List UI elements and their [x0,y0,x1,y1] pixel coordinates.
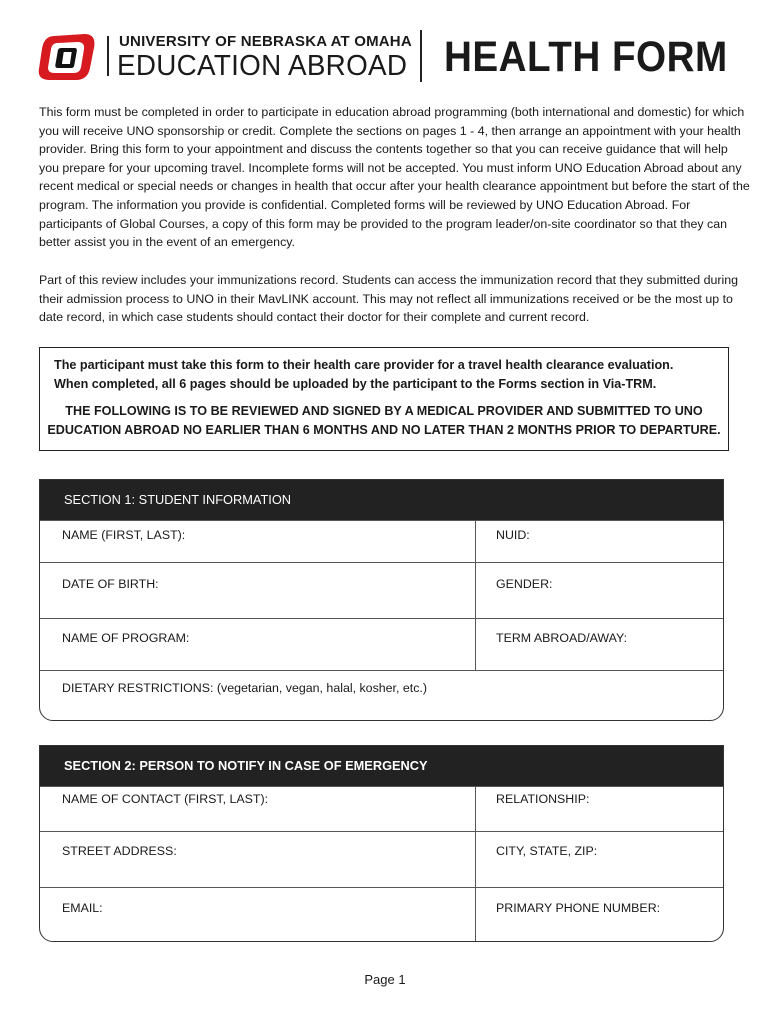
immunization-paragraph: Part of this review includes your immunizations record. Students can access the immunization record that they submitted during their admission process to UNO in their MavLINK account. This may not reflect all immunizations received or be the most up to date record, in which case students should contact their doctor for their complete and current record. [39,273,739,325]
dietary-restrictions-field[interactable]: DIETARY RESTRICTIONS: (vegetarian, vegan, halal, kosher, etc.) [62,681,427,695]
term-abroad-field[interactable]: TERM ABROAD/AWAY: [496,631,628,645]
phone-number-field[interactable]: PRIMARY PHONE NUMBER: [496,901,661,915]
nuid-field[interactable]: NUID: [496,528,530,542]
section-2-title: SECTION 2: PERSON TO NOTIFY IN CASE OF EMERGENCY [40,746,723,786]
contact-name-field[interactable]: NAME OF CONTACT (FIRST, LAST): [40,787,476,831]
form-row [40,520,723,562]
program-name-field[interactable]: NAME OF PROGRAM: [40,619,476,670]
notice-caps-2: EDUCATION ABROAD NO EARLIER THAN 6 MONTHS AND NO LATER THAN 2 MONTHS PRIOR TO DEPARTURE. [47,423,721,437]
form-row [40,786,723,831]
notice-caps-1: THE FOLLOWING IS TO BE REVIEWED AND SIGNED BY A MEDICAL PROVIDER AND SUBMITTED TO UNO [65,404,703,418]
notice-box [39,347,729,451]
uno-logo-icon [38,30,96,84]
street-address-field[interactable]: STREET ADDRESS: [40,832,476,887]
notice-line-2: When completed, all 6 pages should be uploaded by the participant to the Forms section in Via-TRM. [54,377,657,391]
form-row [40,618,723,670]
section-1-title: SECTION 1: STUDENT INFORMATION [40,480,723,520]
section-emergency-contact [39,745,724,942]
logo-divider [107,36,109,76]
section-student-information [39,479,724,721]
intro-paragraph: This form must be completed in order to participate in education abroad programming (both international and domestic) for which you will receive UNO sponsorship or credit. Complete the sections on pages 1 - 4, then arrange an appointment with your health provider. Bring this form to your appointment and discuss the contents together so that you can receive guidance that will help you prepare for your upcoming travel. Incomplete forms will not be accepted. You must inform UNO Education Abroad about any recent medical or special needs or changes in health that occur after your health clearance appointment but before the start of the program. The information you provide is confidential. Completed forms will be reviewed by UNO Education Abroad. For participants of Global Courses, a copy of this form may be provided to the program leader/on-site coordinator so that they can better assist you in the event of an emergency. [39,105,750,250]
title-divider [420,30,422,82]
city-state-zip-field[interactable]: CITY, STATE, ZIP: [496,844,598,858]
form-row [40,887,723,941]
form-row [40,670,723,721]
form-title: HEALTH FORM [444,33,728,81]
relationship-field[interactable]: RELATIONSHIP: [496,792,590,806]
department-name: EDUCATION ABROAD [117,50,408,82]
university-name: UNIVERSITY OF NEBRASKA AT OMAHA [119,33,412,50]
form-row [40,562,723,618]
email-field[interactable]: EMAIL: [40,888,476,941]
notice-line-1: The participant must take this form to their health care provider for a travel health clearance evaluation. [54,358,674,372]
form-row [40,831,723,887]
gender-field[interactable]: GENDER: [496,577,553,591]
name-field[interactable]: NAME (FIRST, LAST): [40,521,476,562]
date-of-birth-field[interactable]: DATE OF BIRTH: [40,563,476,618]
page-number: Page 1 [364,972,406,987]
